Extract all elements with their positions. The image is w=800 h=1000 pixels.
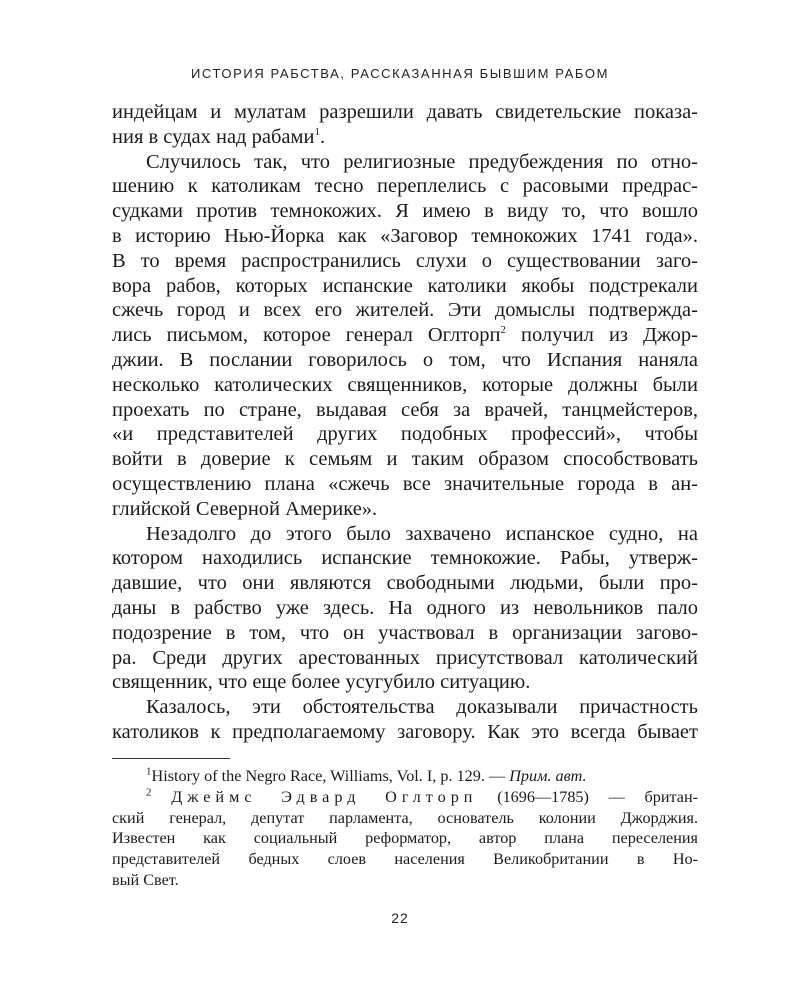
footnote-person-name: Джеймс Эдвард Оглторп xyxy=(171,787,478,806)
text-line: судками против темнокожих. Я имею в виду то, что вошло xyxy=(112,200,698,223)
text-line: глийской Северной Америке». xyxy=(112,497,378,520)
footnote-reference: 2 xyxy=(500,324,506,337)
text-line: проехать по стране, выдавая себя за врачей, танцмейстеров, xyxy=(112,398,698,421)
footnote-line: Известен как социальный реформатор, автор плана переселения xyxy=(112,829,698,848)
footnote-divider xyxy=(112,758,230,759)
text-line: католиков к предполагаемому заговору. Как это всегда бывает xyxy=(112,720,698,743)
footnotes xyxy=(112,766,698,891)
text-line: лись письмом, которое генерал Оглторп$^2$ получил из Джор- xyxy=(112,324,699,347)
text-line: сжечь город и всех его жителей. Эти домыслы подтвержда- xyxy=(112,299,698,322)
text-line: давшие, что они являются свободными людьми, были про- xyxy=(112,572,698,595)
footnote-line: вый Свет. xyxy=(112,870,179,889)
text-line: священник, что еще более усугубило ситуацию. xyxy=(112,671,531,694)
footnote-line: ский генерал, депутат парламента, основатель колонии Джорджия. xyxy=(112,808,698,827)
footnote-number: 1 xyxy=(146,765,152,778)
text-line: Казалось, эти обстоятельства доказывали причастность xyxy=(146,696,698,719)
text-line: Случилось так, что религиозные предубеждения по отно- xyxy=(146,150,698,173)
text-line: котором находились испанские темнокожие. Рабы, утверж- xyxy=(112,547,698,570)
text-line: подозрение в том, что он участвовал в организации загово- xyxy=(112,621,698,644)
text-line: ра. Среди других арестованных присутствовал католический xyxy=(112,646,698,669)
footnote-2: $^2$ Джеймс Эдвард Оглторп (1696—1785) — британ- xyxy=(146,786,699,806)
text-line: индейцам и мулатам разрешили давать свидетельские показа- xyxy=(112,101,698,123)
text-line: В то время распространились слухи о существовании заго- xyxy=(112,249,698,272)
running-head: ИСТОРИЯ РАБСТВА, РАССКАЗАННАЯ БЫВШИМ РАБОМ xyxy=(190,66,610,81)
text-line: войти в доверие к семьям и таким образом способствовать xyxy=(112,448,698,471)
text-line: несколько католических священников, которые должны были xyxy=(112,373,698,396)
page-number: 22 xyxy=(391,910,409,926)
footnote-line: представителей бедных слоев населения Великобритании в Но- xyxy=(112,850,698,869)
footnote-reference: 1 xyxy=(314,125,320,138)
footnote-number: 2 xyxy=(146,786,152,799)
text-line: Незадолго до этого было захвачено испанское судно, на xyxy=(146,522,698,545)
footnote-1: $^1$History of the Negro Race, Williams, Vol. I, p. 129. — Прим. авт. xyxy=(146,765,587,785)
text-line: «и представителей других подобных профессий», чтобы xyxy=(112,423,698,446)
text-line: ния в судах над рабами$^1$. xyxy=(112,125,326,148)
text-line: вора рабов, которых испанские католики якобы подстрекали xyxy=(112,274,698,297)
text-line: шению к католикам тесно переплелись с расовыми предрас- xyxy=(112,175,698,198)
body-text xyxy=(112,100,698,745)
text-line: даны в рабство уже здесь. На одного из невольников пало xyxy=(112,596,698,619)
text-line: джии. В послании говорилось о том, что Испания наняла xyxy=(112,348,698,371)
text-line: в историю Нью-Йорка как «Заговор темнокожих 1741 года». xyxy=(112,224,698,247)
text-line: осуществлению плана «сжечь все значительные города в ан- xyxy=(112,472,698,495)
